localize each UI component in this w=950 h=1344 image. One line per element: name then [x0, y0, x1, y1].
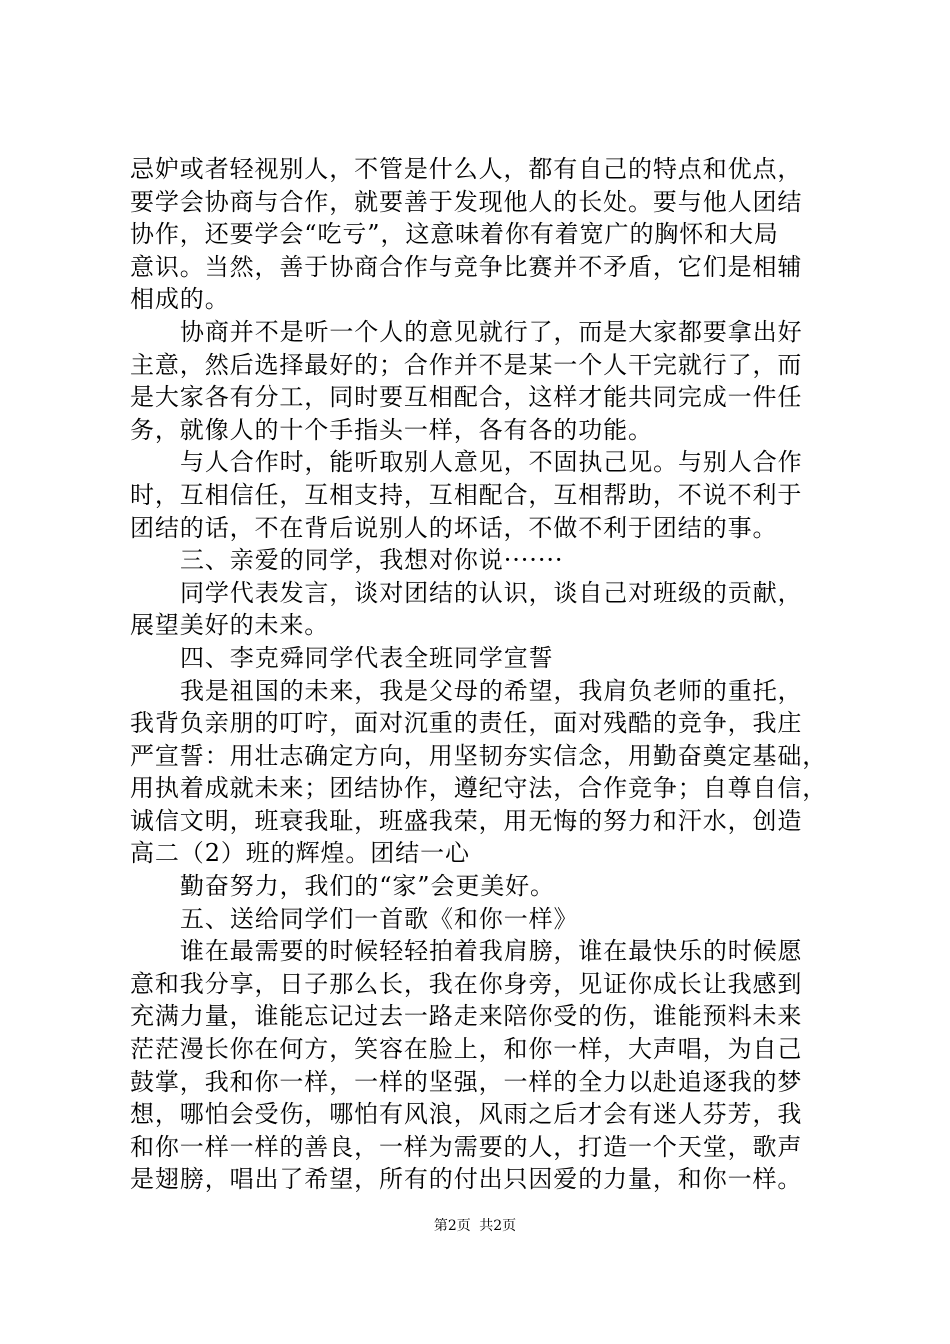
text-line: 诚信文明，班衰我耻，班盛我荣，用无悔的努力和汗水，创造 — [130, 806, 803, 835]
text-line: 协商并不是听一个人的意见就行了，而是大家都要拿出好 — [180, 317, 803, 346]
text-line: 和你一样一样的善良，一样为需要的人，打造一个天堂，歌声 — [130, 1132, 803, 1161]
document-body — [130, 153, 830, 1196]
text-line: 意识。当然，善于协商合作与竞争比赛并不矛盾，它们是相辅 — [130, 252, 803, 281]
text-line: 鼓掌，我和你一样，一样的坚强，一样的全力以赴追逐我的梦 — [130, 1067, 803, 1096]
text-line: 是大家各有分工，同时要互相配合，这样才能共同完成一件任 — [130, 383, 803, 412]
text-line: 协作，还要学会“吃亏”，这意味着你有着宽广的胸怀和大局 — [130, 220, 779, 249]
text-line: 我背负亲朋的叮咛，面对沉重的责任，面对残酷的竞争，我庄 — [130, 709, 803, 738]
text-line: 严宣誓：用壮志确定方向，用坚韧夯实信念，用勤奋奠定基础， — [130, 741, 828, 770]
text-line: 同学代表发言，谈对团结的认识，谈自己对班级的贡献， — [180, 578, 803, 607]
text-line: 团结的话，不在背后说别人的坏话，不做不利于团结的事。 — [130, 513, 778, 542]
text-line: 相成的。 — [130, 285, 230, 314]
text-line: 意和我分享，日子那么长，我在你身旁，见证你成长让我感到 — [130, 969, 803, 998]
text-line: 勤奋努力，我们的“家”会更美好。 — [180, 872, 555, 901]
text-line: 展望美好的未来。 — [130, 611, 330, 640]
text-line: 谁在最需要的时候轻轻拍着我肩膀，谁在最快乐的时候愿 — [180, 937, 803, 966]
total-pages-label: 共2页 — [479, 1218, 517, 1234]
text-line: 我是祖国的未来，我是父母的希望，我肩负老师的重托， — [180, 676, 803, 705]
text-line: 五、送给同学们一首歌《和你一样》 — [180, 904, 579, 933]
text-line: 时，互相信任，互相支持，互相配合，互相帮助，不说不利于 — [130, 480, 803, 509]
text-line: 高二（2）班的辉煌。团结一心 — [130, 839, 470, 868]
text-line: 四、李克舜同学代表全班同学宣誓 — [180, 643, 554, 672]
text-line: 用执着成就未来；团结协作，遵纪守法，合作竞争；自尊自信， — [130, 774, 828, 803]
text-line: 想，哪怕会受伤，哪怕有风浪，风雨之后才会有迷人芬芳，我 — [130, 1100, 803, 1129]
text-line: 忌妒或者轻视别人，不管是什么人，都有自己的特点和优点， — [130, 155, 803, 183]
text-line: 充满力量，谁能忘记过去一路走来陪你受的伤，谁能预料未来 — [130, 1002, 803, 1031]
text-line: 务，就像人的十个手指头一样，各有各的功能。 — [130, 415, 653, 444]
text-line: 茫茫漫长你在何方，笑容在脸上，和你一样，大声唱，为自己 — [130, 1035, 803, 1064]
text-line: 要学会协商与合作，就要善于发现他人的长处。要与他人团结 — [130, 187, 803, 216]
text-line: 主意，然后选择最好的；合作并不是某一个人干完就行了，而 — [130, 350, 803, 379]
text-line: 三、亲爱的同学，我想对你说······· — [180, 546, 564, 575]
current-page-label: 第2页 — [433, 1218, 471, 1234]
page-footer — [0, 1216, 950, 1236]
text-line: 与人合作时，能听取别人意见，不固执己见。与别人合作 — [180, 448, 803, 477]
text-line: 是翅膀，唱出了希望，所有的付出只因爱的力量，和你一样。 — [130, 1165, 803, 1194]
